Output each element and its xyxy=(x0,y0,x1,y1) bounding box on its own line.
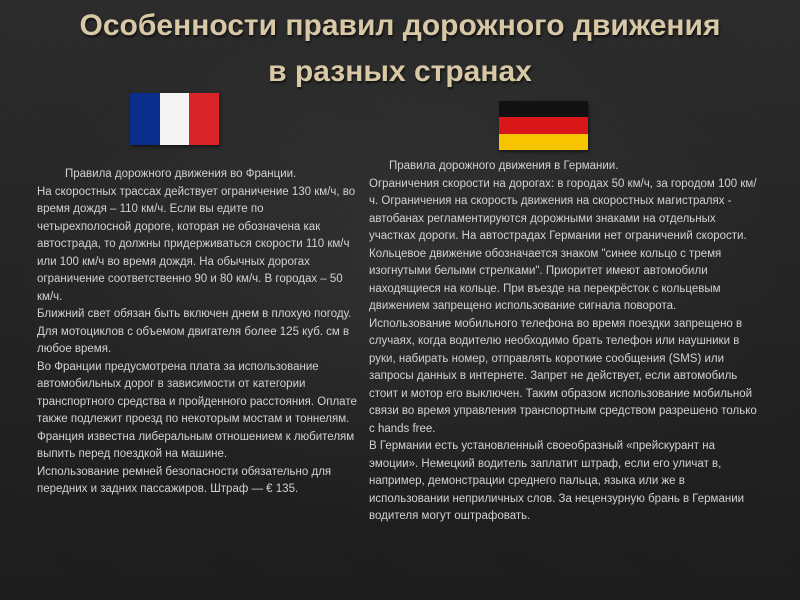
france-rule-paragraph: Ближний свет обязан быть включен днем в плохую погоду. Для мотоциклов с объемом двигателя более 125 куб. см в любое время. xyxy=(37,308,352,355)
france-flag-icon xyxy=(130,93,219,145)
germany-rule-paragraph: Кольцевое движение обозначается знаком "синее кольцо с тремя изогнутыми белыми стрелками". Приоритет имеют автомобили находящиеся на кольце. При въезде на перекрёсток с кольцевым движением запрещено использование сигнала поворота. xyxy=(369,247,722,312)
france-rule-paragraph: Использование ремней безопасности обязательно для передних и задних пассажиров. Штраф — € 135. xyxy=(37,465,332,495)
slide-title-line-1: Особенности правил дорожного движения xyxy=(79,9,721,42)
france-rules-text xyxy=(37,166,360,499)
germany-rule-paragraph: Ограничения скорости на дорогах: в городах 50 км/ч, за городом 100 км/ч. Ограничения на скорость движения на скоростных магистралях - автобанах регламентируются дорожными знаками на отдельных участках дороги. На автострадах Германии нет ограничений скорости. xyxy=(369,177,757,242)
germany-flag-icon xyxy=(499,101,588,150)
germany-flag-black-stripe xyxy=(499,101,588,117)
germany-flag-gold-stripe xyxy=(499,134,588,150)
germany-rule-paragraph: Использование мобильного телефона во время поездки запрещено в случаях, когда водителю необходимо брать телефон или наушники в руки, набирать номер, отправлять короткие сообщения (SMS) или запросы данных в интернете. Запрет не действует, если автомобиль стоит и мотор его выключен. Таким образом использование мобильной связи во время управления транспортным средством разрешено только с hands free. xyxy=(369,317,757,435)
france-rule-paragraph: Франция известна либеральным отношением к любителям выпить перед поездкой на машине. xyxy=(37,430,355,460)
germany-rules-text xyxy=(369,158,764,526)
france-flag-red-stripe xyxy=(189,93,219,145)
slide-title-line-2: в разных странах xyxy=(268,55,532,88)
germany-rule-paragraph: В Германии есть установленный своеобразный «прейскурант на эмоции». Немецкий водитель заплатит штраф, если его уличат в, например, демонстрации среднего пальца, языка или же в использовании неприличных слов. За нецензурную брань в Германии водителя могут оштрафовать. xyxy=(369,440,745,522)
france-rules-heading: Правила дорожного движения во Франции. xyxy=(65,168,297,180)
france-rule-paragraph: Во Франции предусмотрена плата за использование автомобильных дорог в зависимости от категории транспортного средства и пройденного расстояния. Оплате также подлежит проезд по некоторым мостам и тоннелям. xyxy=(37,360,357,425)
germany-rules-heading: Правила дорожного движения в Германии. xyxy=(389,160,619,172)
france-flag-blue-stripe xyxy=(130,93,160,145)
slide-title xyxy=(20,3,780,95)
france-flag-white-stripe xyxy=(160,93,190,145)
germany-flag-red-stripe xyxy=(499,117,588,133)
france-rule-paragraph: На скоростных трассах действует ограничение 130 км/ч, во время дождя – 110 км/ч. Если вы едите по четырехполосной дороге, которая не обозначена как автострада, то должны придерживаться скорости 110 км/ч или 100 км/ч во время дождя. На обычных дорогах ограничение соответственно 90 и 80 км/ч. В городах – 50 км/ч. xyxy=(37,185,356,303)
